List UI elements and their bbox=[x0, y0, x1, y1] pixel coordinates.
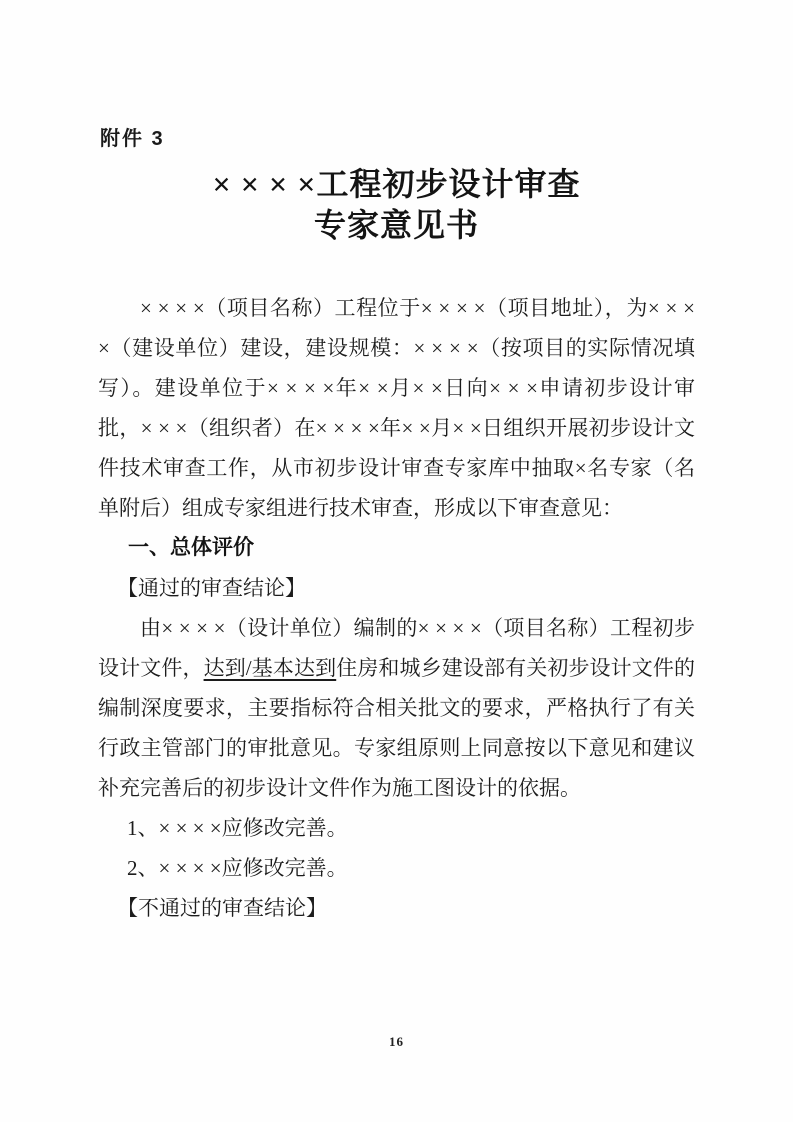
page-number: 16 bbox=[389, 1034, 404, 1049]
conclusion-text-before-underline: 由× × × ×（设计单位）编制的× × × ×（项目名称）工程初步设计文件， bbox=[98, 616, 695, 680]
conclusion-text-after-underline: 住房和城乡建设部有关初步设计文件的编制深度要求，主要指标符合相关批文的要求，严格执行了有关行政主管部门的审批意见。专家组原则上同意按以下意见和建议补充完善后的初步设计文件作为施工图设计的依据。 bbox=[98, 656, 696, 800]
underlined-option-text: 达到/基本达到 bbox=[203, 656, 337, 680]
document-body bbox=[98, 288, 695, 928]
attachment-label: 附件 3 bbox=[100, 128, 165, 150]
title-line-2: 专家意见书 bbox=[313, 207, 479, 243]
paragraph-passed-conclusion bbox=[98, 608, 695, 808]
section-heading-overall-evaluation: 一、总体评价 bbox=[128, 536, 254, 559]
list-item-1: 1、× × × ×应修改完善。 bbox=[127, 816, 348, 840]
bracket-label-failed-conclusion: 【不通过的审查结论】 bbox=[117, 896, 327, 920]
title-line-1: × × × ×工程初步设计审查 bbox=[212, 166, 581, 202]
paragraph-project-intro: × × × ×（项目名称）工程位于× × × ×（项目地址），为× × × ×（建设单位）建设，建设规模：× × × ×（按项目的实际情况填写）。建设单位于× × × ×年× ×月× ×日向× × ×申请初步设计审批，× × ×（组织者）在× × × ×年× ×月× ×日组织开展初步设计文件技术审查工作，从市初步设计审查专家库中抽取×名专家（名单附后）组成专家组进行技术审查，形成以下审查意见： bbox=[98, 296, 695, 520]
document-title bbox=[0, 164, 793, 246]
bracket-label-passed-conclusion: 【通过的审查结论】 bbox=[117, 576, 306, 600]
list-item-2: 2、× × × ×应修改完善。 bbox=[127, 856, 348, 880]
